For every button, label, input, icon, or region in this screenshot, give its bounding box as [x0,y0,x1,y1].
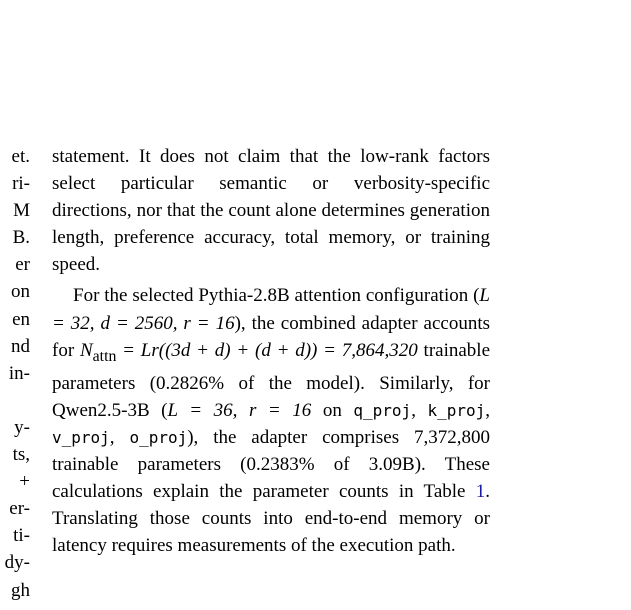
pythia-config: L = 32, d = 2560, r = 16 [52,285,490,334]
p2-text-6: . Translating those counts into end-to-end memory or latency requires measurements of the execution path. [52,480,490,557]
fragment-line: er- [9,498,30,520]
qwen-config: L = 36, r = 16 [167,399,312,421]
fragment-line: ri- [12,173,30,195]
formula-lhs: N [79,339,93,361]
fragment-line: en [12,308,30,330]
p2-text-1: For the selected Pythia-2.8B attention configuration ( [73,285,480,307]
paragraph-1: statement. It does not claim that the low-rank factors select particular semantic or verbosity-specific directions, nor that the count alone determines generation length, preference accuracy, total memory, or training speed. [52,146,490,276]
fragment-line: gh [11,579,30,601]
fragment-line: in- [8,362,30,384]
fragment-line: nd [11,335,30,357]
fragment-line: + [19,471,30,493]
module-k-proj: k_proj [427,400,486,420]
module-v-proj: v_proj [52,427,110,447]
formula-rhs: = Lr((3d + d) + (d + d)) = 7,864,320 [116,339,418,361]
fragment-line: B. [12,227,30,249]
fragment-line: y- [14,416,30,438]
p2-text-5: ), the adapter comprises 7,372,800 trainable parameters (0.2383% of 3.09B). These calculations explain the parameter counts in Table [52,426,491,502]
fragment-line [0,387,30,414]
fragment-line: ti- [13,525,30,547]
module-o-proj: o_proj [129,427,188,447]
main-column [52,143,490,559]
module-q-proj: q_proj [353,400,412,420]
fragment-line: M [13,200,30,222]
paragraph-2: For the selected Pythia-2.8B attention configuration (L = 32, d = 2560, r = 16), the combined adapter accounts for $N_{attn} = Lr((3d + d) + (d + d)) = 7,864,320$ trainable parameters (0.2826% of the model). Similarly, for Qwen2.5-3B (L = 36, r = 16 on q_proj, k_proj, v_proj, o_proj), the adapter comprises 7,372,800 trainable parameters (0.2383% of 3.09B). These calculations explain the parameter counts in Table 1. Translating those counts into end-to-end memory or latency requires measurements of the execution path. [52,285,491,557]
fragment-line: et. [11,146,30,167]
p2-text-4: on [311,399,354,421]
previous-column-fragments [0,143,30,604]
p2-text-3: trainable parameters (0.2826% of the model). Similarly, for Qwen2.5-3B ( [52,339,491,421]
fragment-line: on [11,281,30,303]
p2-text-2: ), the combined adapter accounts for [52,312,491,361]
table-reference-link[interactable]: 1 [475,480,486,502]
formula-subscript: attn [92,347,117,365]
fragment-line: er [15,254,30,276]
fragment-line: dy- [4,552,30,574]
fragment-line: ts, [12,444,30,466]
